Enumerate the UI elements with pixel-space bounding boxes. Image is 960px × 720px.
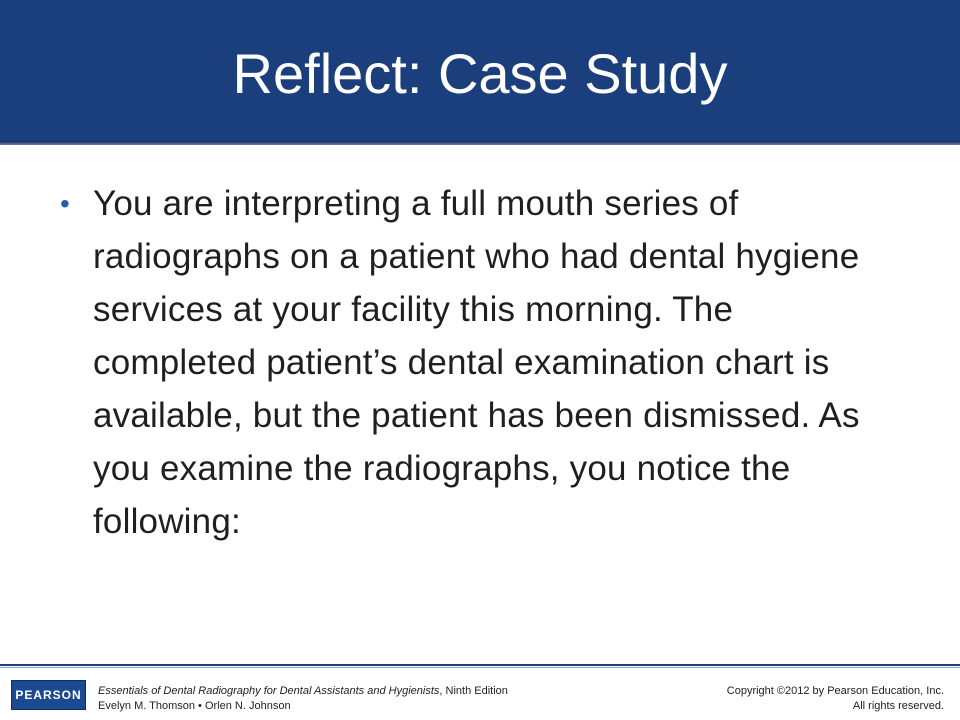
bullet-dot-icon: • [60, 188, 70, 219]
footer-divider [0, 664, 960, 666]
footer-citation [98, 684, 508, 714]
footer-authors: Evelyn M. Thomson • Orlen N. Johnson [98, 700, 291, 712]
slide-content [60, 177, 890, 548]
pearson-logo: PEARSON [11, 680, 86, 710]
footer-edition: , Ninth Edition [439, 685, 508, 697]
slide-title: Reflect: Case Study [232, 42, 728, 105]
footer-rights: All rights reserved. [852, 700, 944, 712]
bullet-item [60, 177, 890, 548]
title-bar [0, 0, 960, 145]
bullet-text: You are interpreting a full mouth series of radiographs on a patient who had dental hygiene services at your facility this morning. The completed patient’s dental examination chart is available, but the patient has been dismissed. As you examine the radiographs, you notice the following: [93, 184, 860, 541]
footer-copyright-block [727, 684, 944, 714]
footer-copyright: Copyright ©2012 by Pearson Education, Inc. [726, 685, 944, 697]
footer-book-title: Essentials of Dental Radiography for Dental Assistants and Hygienists [98, 685, 440, 697]
footer-book-line [98, 684, 508, 699]
